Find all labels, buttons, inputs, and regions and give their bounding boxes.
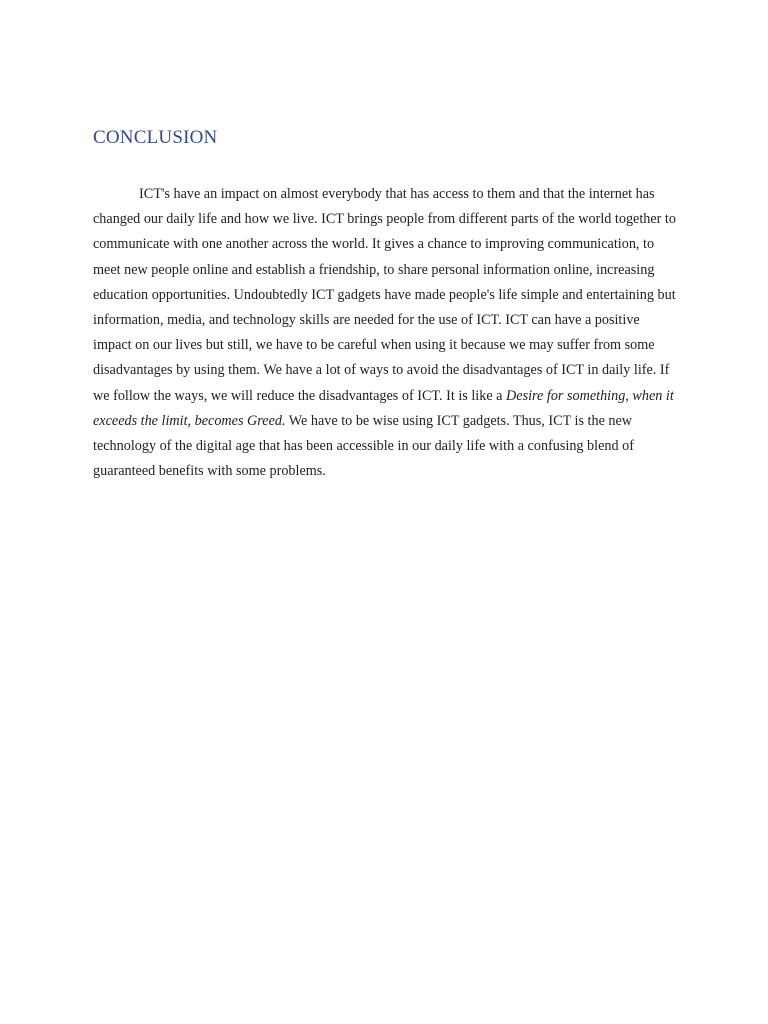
italic-quote: Desire for something, when it exceeds the limit, becomes Greed. xyxy=(93,387,674,429)
section-heading: CONCLUSION xyxy=(93,127,218,148)
conclusion-paragraph xyxy=(93,182,678,484)
paragraph-text-end: We have to be wise using ICT gadgets. Thus, ICT is the new technology of the digital age that has been accessible in our daily life with a confusing blend of guaranteed benefits with some problems. xyxy=(93,412,634,480)
paragraph-text-start: ICT's have an impact on almost everybody that has access to them and that the internet has changed our daily life and how we live. ICT brings people from different parts of the world together to communicate with one another across the world. It gives a chance to improving communication, to meet new people online and establish a friendship, to share personal information online, increasing education opportunities. Undoubtedly ICT gadgets have made people's life simple and entertaining but information, media, and technology skills are needed for the use of ICT. ICT can have a positive impact on our lives but still, we have to be careful when using it because we may suffer from some disadvantages by using them. We have a lot of ways to avoid the disadvantages of ICT in daily life. If we follow the ways, we will reduce the disadvantages of ICT. It is like a xyxy=(93,186,676,404)
